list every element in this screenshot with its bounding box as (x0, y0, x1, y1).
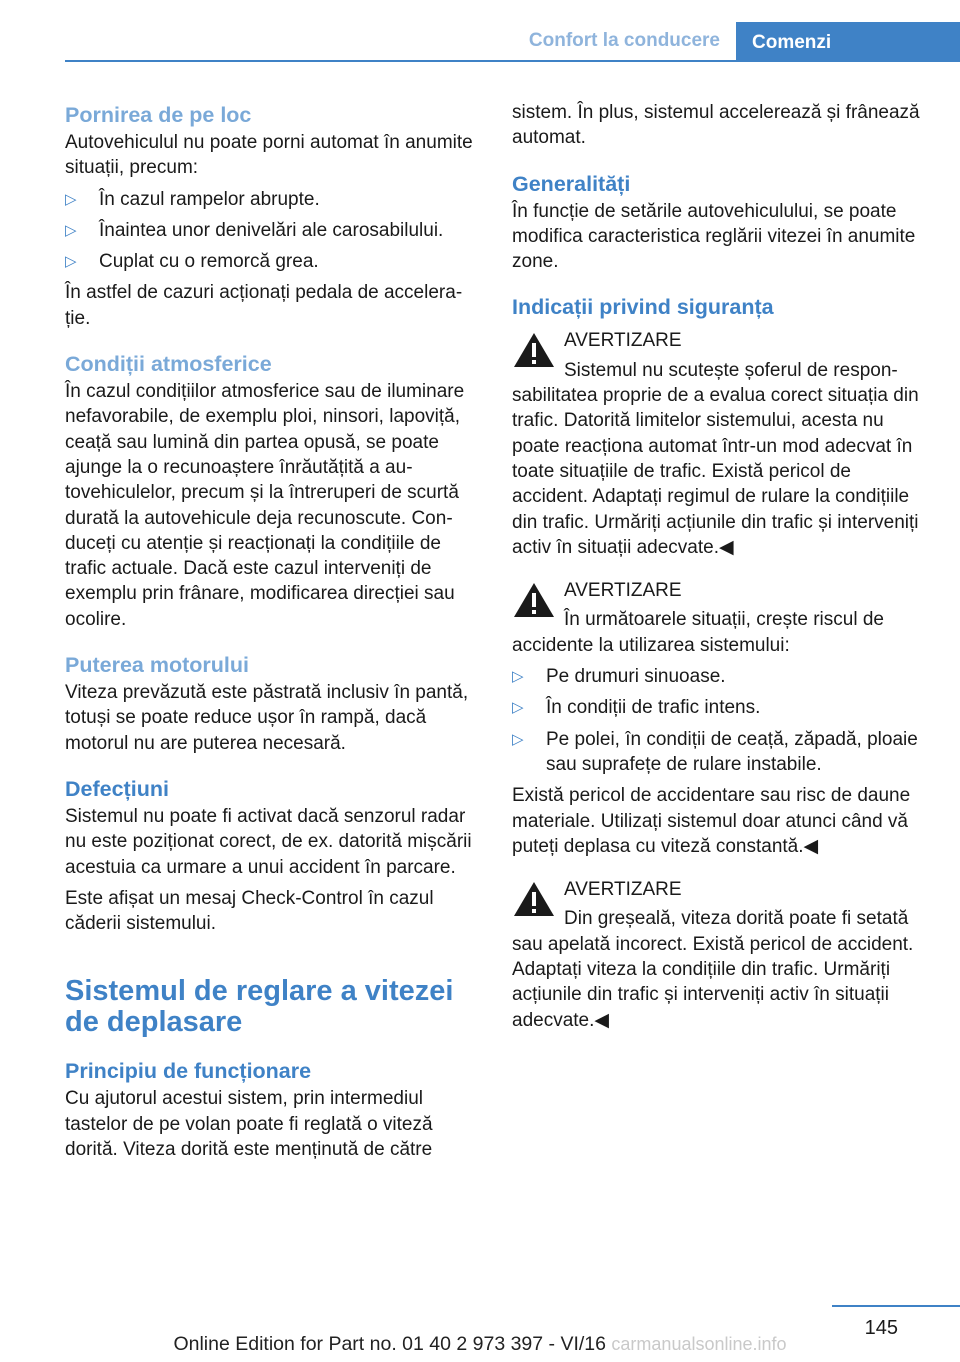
paragraph: În astfel de cazuri acționați pedala de accelerație. (65, 282, 463, 329)
heading-puterea: Puterea motorului (65, 653, 249, 678)
warning-triangle-icon (512, 879, 556, 919)
footer-rule (832, 1305, 960, 1307)
bullet-list (65, 187, 481, 275)
heading-principiu: Principiu de funcționare (65, 1059, 312, 1084)
paragraph: Există pericol de accidentare sau risc de daune materiale. Utilizați sistemul doar atunci când vă puteți deplasa cu viteză constantă.◀ (512, 785, 911, 857)
paragraph: Autovehiculul nu poate porni automat în anumite situații, precum: (65, 132, 473, 179)
heading-generalitati: Generalități (512, 171, 631, 196)
page-number: 145 (864, 1317, 898, 1339)
warning-text: Sistemul nu scutește șoferul de responsabilitatea proprie de a evalua corect situația din trafic. Datorită limitelor sistemului, acesta nu poate reacționa automat într-un mod adecvat în toate situațiile de trafic. Există pericol de accident. Adaptați regimul de rulare la condițiile din trafic. Urmăriți acțiunile din trafic și interveniți activ în situații adecvate.◀ (512, 359, 919, 558)
paragraph: Cu ajutorul acestui sistem, prin intermediul tastelor de pe volan poate fi reglată o viteză dorită. Viteza dorită este menținută de către (65, 1088, 433, 1161)
triangle-bullet-icon: ▷ (65, 253, 77, 271)
warning-block (512, 328, 928, 560)
bullet-list (512, 664, 928, 777)
triangle-bullet-icon: ▷ (512, 730, 524, 748)
heading-pornirea: Pornirea de pe loc (65, 103, 252, 127)
warning-label: AVERTIZARE (564, 879, 682, 901)
warning-triangle-icon (512, 330, 556, 370)
heading-conditii: Condiții atmosferice (65, 352, 272, 377)
warning-label: AVERTIZARE (564, 330, 682, 352)
warning-text: Din greșeală, viteza dorită poate fi setată sau apelată incorect. Există pericol de accident. Adaptați viteza la condițiile din trafic. Urmăriți acțiunile din trafic și interveniți activ în situații adecvate.◀ (512, 908, 914, 1031)
right-column (512, 100, 928, 1033)
paragraph: În cazul condițiilor atmosferice sau de iluminare nefavorabile, de exemplu ploi, ninsori, lapoviță, ceață sau lumină din partea opusă, se poate ajunge la o recunoaștere înrăutățită a autovehiculelor, precum și la întreruperi de scurtă durată la autovehicule deja recunoscute. Conduceți cu atenție și reacționați la condițiile de trafic actuale. Dacă este cazul interveniți de exemplu prin frânare, modificarea direcției sau ocolire. (65, 381, 465, 630)
paragraph: Viteza prevăzută este păstrată inclusiv în pantă, totuși se poate reduce ușor în rampă, dacă motorul nu are puterea necesară. (65, 682, 469, 754)
header-chapter-tab: Comenzi (736, 22, 960, 62)
footer-edition: Online Edition for Part no. 01 40 2 973 397 - VI/16 carmanualsonline.info (173, 1333, 787, 1355)
triangle-bullet-icon: ▷ (65, 190, 77, 208)
triangle-bullet-icon: ▷ (512, 699, 524, 717)
warning-text: În următoarele situații, crește riscul de accidente la utilizarea sistemului: (512, 609, 884, 656)
triangle-bullet-icon: ▷ (512, 668, 524, 686)
warning-triangle-icon (512, 580, 556, 620)
list-item: ▷ Cuplat cu o remorcă grea. (65, 249, 481, 274)
header-rule (65, 60, 960, 62)
list-item: ▷ Pe drumuri sinuoase. (512, 664, 928, 689)
chapter-title: Sistemul de reglare a vitezei de deplasare (65, 975, 454, 1039)
paragraph: În funcție de setările autovehiculului, se poate modifica caracteristica reglării vitezei în anumite zone. (512, 200, 916, 273)
list-item: ▷ Înaintea unor denivelări ale carosabilului. (65, 218, 481, 243)
heading-defectiuni: Defecțiuni (65, 776, 169, 801)
watermark: carmanualsonline.info (611, 1334, 787, 1354)
triangle-bullet-icon: ▷ (65, 221, 77, 239)
warning-label: AVERTIZARE (564, 580, 682, 602)
list-item: ▷ În condiții de trafic intens. (512, 695, 928, 720)
warning-block (512, 578, 928, 658)
list-item: ▷ Pe polei, în condiții de ceață, zăpadă, ploaie sau suprafețe de rulare instabile. (512, 728, 918, 775)
heading-indicatii: Indicații privind siguranța (512, 295, 774, 320)
list-item: ▷ În cazul rampelor abrupte. (65, 187, 481, 212)
left-column (65, 100, 481, 1162)
header-section-title: Confort la conducere (528, 30, 720, 51)
paragraph: Sistemul nu poate fi activat dacă senzorul radar nu este poziționat corect, de ex. datorită mișcării acestuia ca urmare a unui accident în parcare. (65, 805, 472, 878)
warning-block (512, 877, 928, 1033)
page-header (0, 0, 960, 64)
paragraph: Este afișat un mesaj Check-Control în cazul căderii sistemului. (65, 887, 434, 935)
paragraph: sistem. În plus, sistemul accelerează și frânează automat. (512, 102, 920, 149)
